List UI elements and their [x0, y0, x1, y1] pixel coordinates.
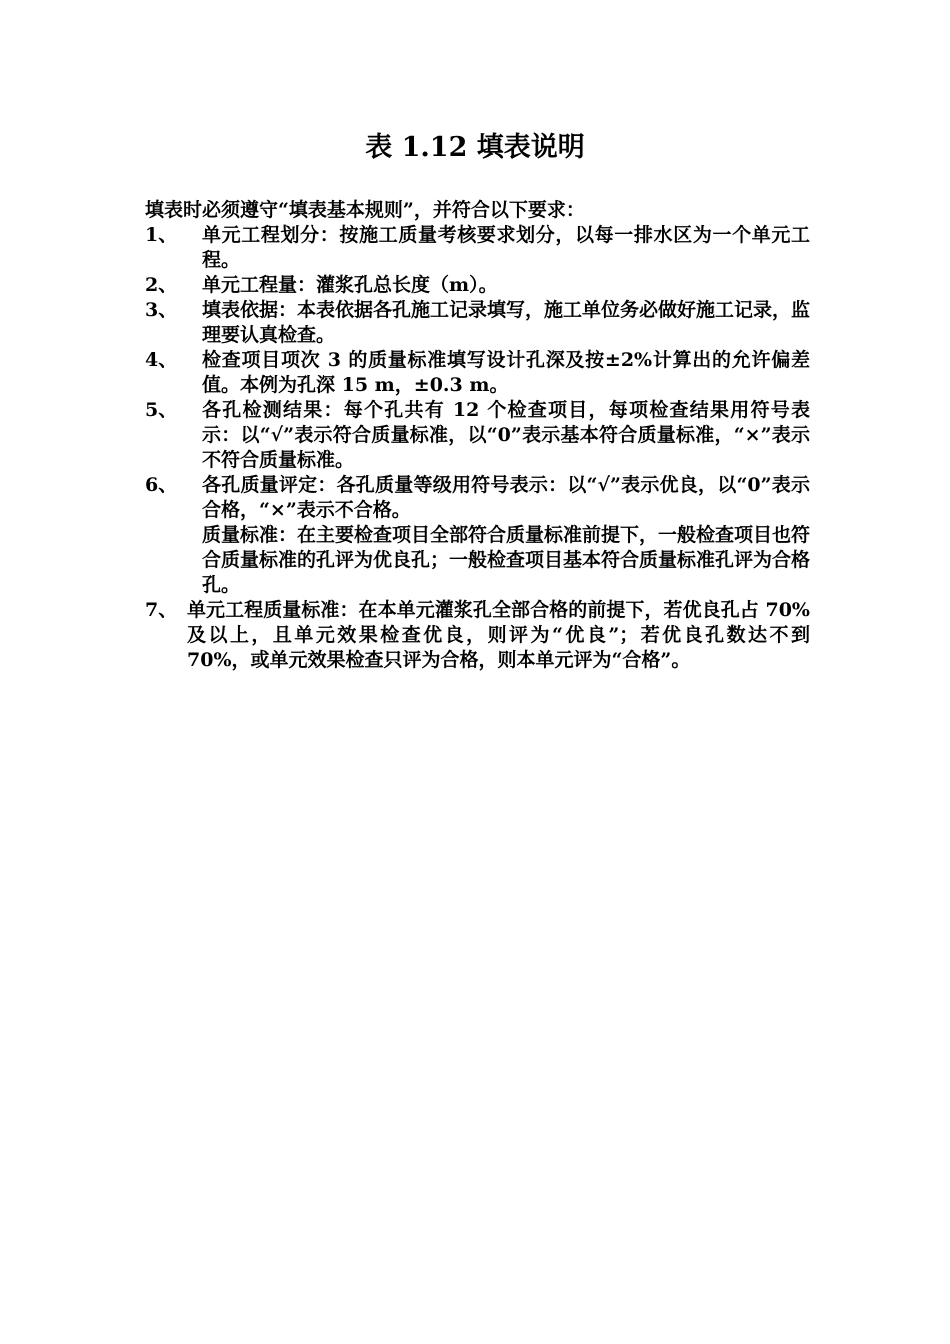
item-text-block — [202, 473, 810, 598]
item-text: 各孔质量评定：各孔质量等级用符号表示：以“√”表示优良，以“0”表示合格，“×”表示不合格。 — [202, 474, 810, 521]
item-number: 6、 — [145, 474, 178, 496]
item-number: 3、 — [145, 299, 178, 321]
intro-paragraph: 填表时必须遵守“填表基本规则”，并符合以下要求： — [145, 199, 585, 221]
item-subparagraph: 质量标准：在主要检查项目全部符合质量标准前提下，一般检查项目也符合质量标准的孔评为优良孔；一般检查项目基本符合质量标准孔评为合格孔。 — [202, 524, 811, 596]
item-text: 单元工程质量标准：在本单元灌浆孔全部合格的前提下，若优良孔占 70%及以上，且单元效果检查优良，则评为“优良”；若优良孔数达不到 70%，或单元效果检查只评为合格，则本单元评为“合格”。 — [187, 599, 810, 671]
item-number: 7、 — [145, 599, 178, 621]
item-number: 2、 — [145, 274, 178, 296]
list-item-1 — [145, 223, 810, 273]
list-item-4 — [145, 348, 810, 398]
item-number: 1、 — [145, 224, 178, 246]
item-number: 5、 — [145, 399, 178, 421]
item-text: 各孔检测结果：每个孔共有 12 个检查项目，每项检查结果用符号表示：以“√”表示符合质量标准，以“0”表示基本符合质量标准，“×”表示不符合质量标准。 — [202, 399, 810, 471]
list-item-2 — [145, 273, 810, 298]
item-text: 单元工程划分：按施工质量考核要求划分，以每一排水区为一个单元工程。 — [202, 224, 810, 271]
list-item-7 — [145, 598, 810, 673]
list-item-3 — [145, 298, 810, 348]
item-text: 填表依据：本表依据各孔施工记录填写，施工单位务必做好施工记录，监理要认真检查。 — [202, 299, 811, 346]
instructions-body — [145, 198, 810, 673]
page-title: 表 1.12 填表说明 — [365, 132, 585, 163]
item-text: 单元工程量：灌浆孔总长度（m）。 — [202, 274, 498, 296]
list-item-5 — [145, 398, 810, 473]
list-item-6 — [145, 473, 810, 598]
item-number: 4、 — [145, 349, 178, 371]
item-text: 检查项目项次 3 的质量标准填写设计孔深及按±2%计算出的允许偏差值。本例为孔深 15 m，±0.3 m。 — [202, 349, 810, 396]
